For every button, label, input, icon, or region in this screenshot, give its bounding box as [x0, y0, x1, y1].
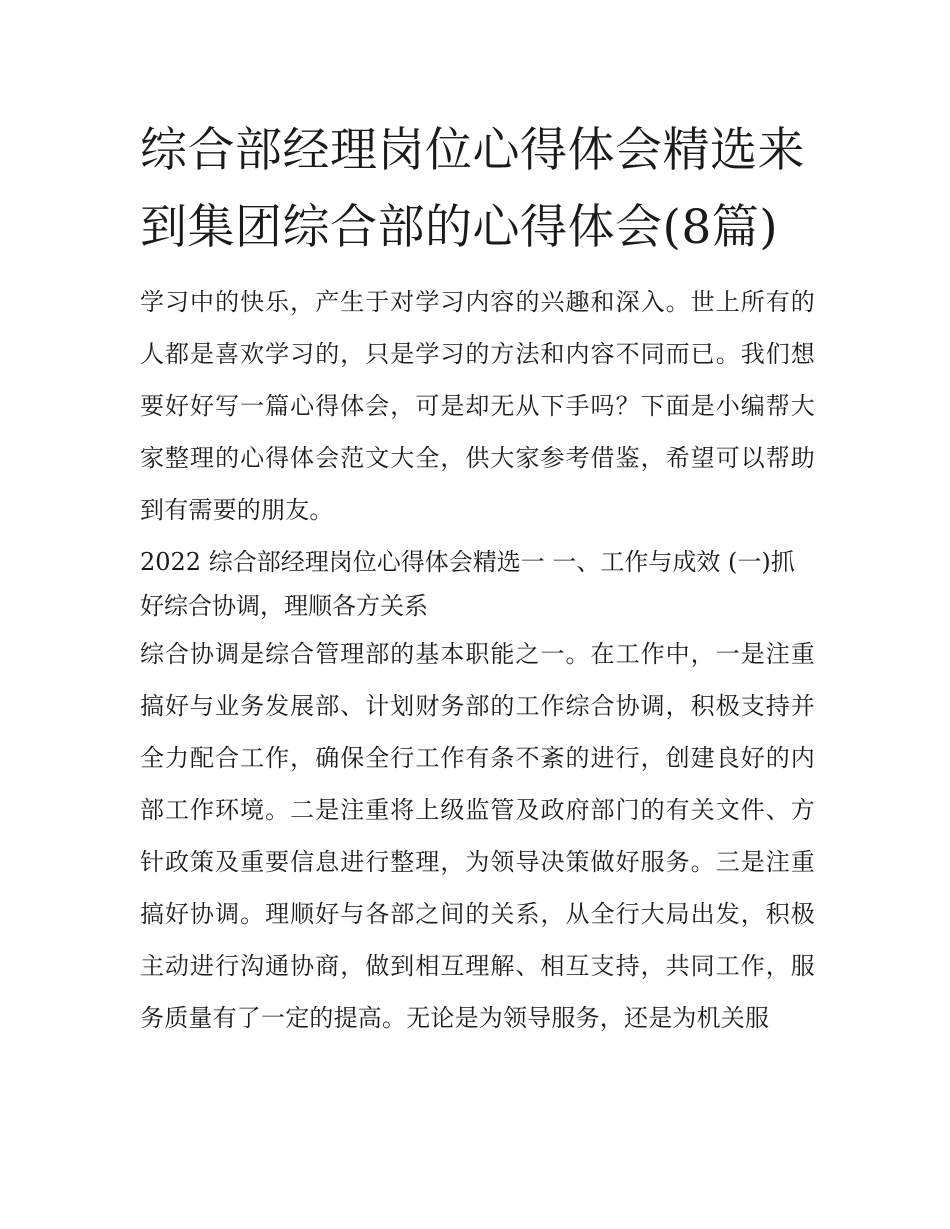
- body-paragraph: 综合协调是综合管理部的基本职能之一。在工作中，一是注重搞好与业务发展部、计划财务部的工作综合协调，积极支持并全力配合工作，确保全行工作有条不紊的进行，创建良好的内部工作环境。二是注重将上级监管及政府部门的有关文件、方针政策及重要信息进行整理，为领导决策做好服务。三是注重搞好协调。理顺好与各部之间的关系，从全行大局出发，积极主动进行沟通协商，做到相互理解、相互支持，共同工作，服务质量有了一定的提高。无论是为领导服务，还是为机关服: [140, 640, 815, 1032]
- section-heading: 2022 综合部经理岗位心得体会精选一 一、工作与成效 (一)抓好综合协调，理顺各方关系: [140, 548, 795, 620]
- intro-paragraph: 学习中的快乐，产生于对学习内容的兴趣和深入。世上所有的人都是喜欢学习的，只是学习的方法和内容不同而已。我们想要好好写一篇心得体会，可是却无从下手吗？下面是小编帮大家整理的心得体会范文大全，供大家参考借鉴，希望可以帮助到有需要的朋友。: [140, 288, 815, 524]
- document-page: [140, 112, 815, 1044]
- document-title: 综合部经理岗位心得体会精选来到集团综合部的心得体会(8篇): [140, 123, 805, 255]
